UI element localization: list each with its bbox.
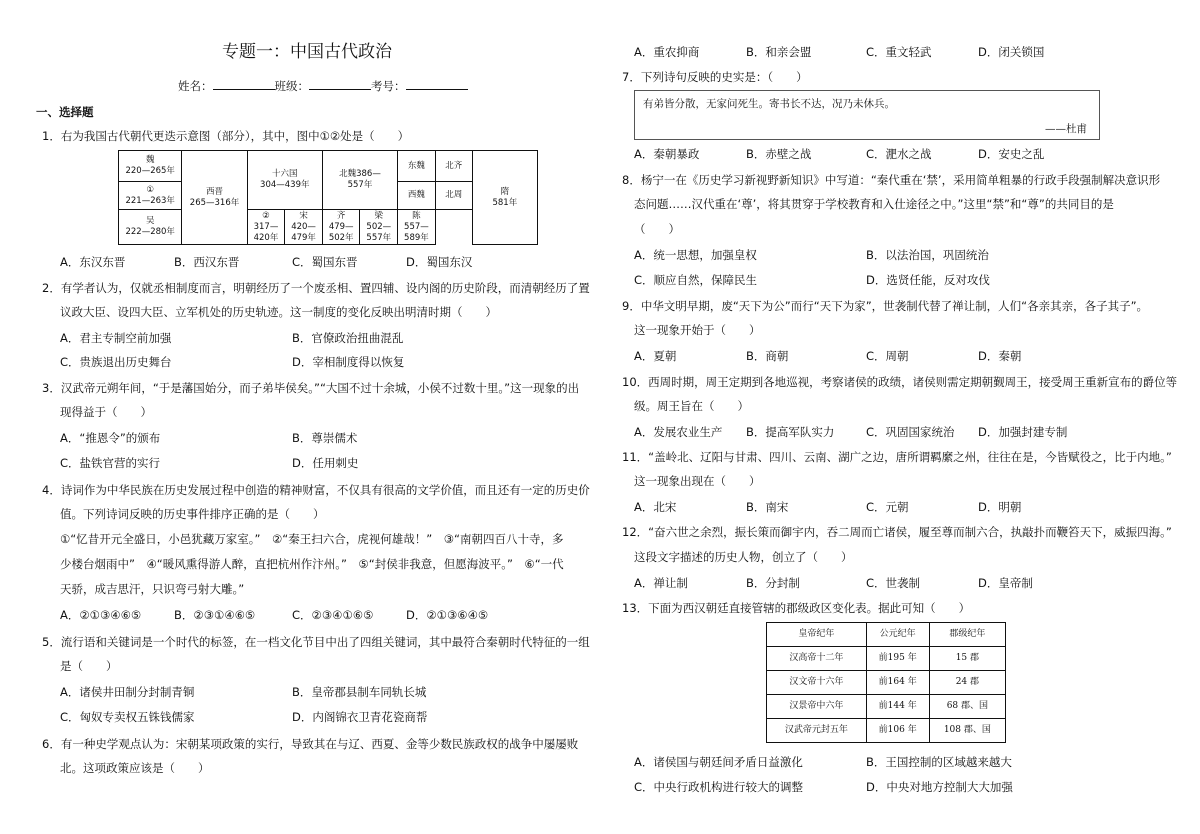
q13-header: 公元纪年 [866, 623, 929, 647]
q5-option-a[interactable]: A．诸侯井田制分封制青铜 [60, 685, 195, 699]
q2-line2: 议政大臣、设四大臣、立军机处的历史轨迹。这一制度的变化反映出明清时期（ ） [60, 305, 497, 319]
q7-option-b[interactable]: B．赤壁之战 [746, 147, 812, 161]
q13-stem: 13．下面为西汉朝廷直接管辖的郡级政区变化表。据此可知（ ） [622, 601, 971, 615]
q9-option-a[interactable]: A．夏朝 [634, 349, 677, 363]
q2-line1: 2．有学者认为，仅就丞相制度而言，明朝经历了一个废丞相、置四辅、设内阁的历史阶段，而清朝经历了置 [42, 281, 590, 295]
q1-option-b[interactable]: B．西汉东晋 [174, 255, 240, 269]
table-row: 汉武帝元封五年 前106 年 108 郡、国 [767, 719, 1006, 743]
q12-option-d[interactable]: D．皇帝制 [978, 576, 1033, 590]
q11-option-c[interactable]: C．元朝 [866, 500, 909, 514]
table-row: 汉高帝十二年 前195 年 15 郡 [767, 647, 1006, 671]
exam-blank[interactable] [406, 79, 468, 90]
q12-option-c[interactable]: C．世袭制 [866, 576, 921, 590]
q7-option-d[interactable]: D．安史之乱 [978, 147, 1045, 161]
q8-option-a[interactable]: A．统一思想，加强皇权 [634, 248, 757, 262]
q9-option-c[interactable]: C．周朝 [866, 349, 909, 363]
q6-line2: 北。这项政策应该是（ ） [60, 761, 210, 775]
q8-line2: 态问题……汉代重在‘尊’，将其贯穿于学校教育和入仕途径之中。”这里“禁”和“尊”的共同目的是 [634, 197, 1114, 211]
q9-option-d[interactable]: D．秦朝 [978, 349, 1022, 363]
q8-option-b[interactable]: B．以法治国，巩固统治 [866, 248, 989, 262]
q1-option-d[interactable]: D．蜀国东汉 [406, 255, 473, 269]
q3-line2: 现得益于（ ） [60, 405, 152, 419]
class-label: 班级： [274, 79, 309, 93]
page-title: 专题一：中国古代政治 [222, 42, 392, 62]
q13-option-c[interactable]: C．中央行政机构进行较大的调整 [634, 780, 804, 794]
q5-line2: 是（ ） [60, 659, 118, 673]
q11-option-a[interactable]: A．北宋 [634, 500, 677, 514]
q9-line1: 9．中华文明早期，废“天下为公”而行“天下为家”，世袭制代替了禅让制，人们“各亲其亲，各子其子”。 [622, 299, 1149, 313]
q8-option-c[interactable]: C．顺应自然，保障民生 [634, 273, 758, 287]
q3-option-b[interactable]: B．尊崇儒术 [292, 431, 358, 445]
q12-line1: 12．“奋六世之余烈，振长策而御宇内，吞二周而亡诸侯，履至尊而制六合，执敲扑而鞭笞天下，威振四海。” [622, 525, 1172, 539]
q4-option-b[interactable]: B．②③①④⑥⑤ [174, 608, 256, 622]
q6-option-b[interactable]: B．和亲会盟 [746, 45, 812, 59]
q11-option-d[interactable]: D．明朝 [978, 500, 1022, 514]
q9-line2: 这一现象开始于（ ） [634, 323, 761, 337]
q8-line1: 8．杨宁一在《历史学习新视野新知识》中写道：“秦代重在‘禁’，采用简单粗暴的行政手段强制解决意识形 [622, 173, 1161, 187]
q12-option-a[interactable]: A．禅让制 [634, 576, 688, 590]
class-blank[interactable] [309, 79, 371, 90]
table-row: 汉文帝十六年 前164 年 24 郡 [767, 671, 1006, 695]
q5-option-b[interactable]: B．皇帝郡县制车同轨长城 [292, 685, 427, 699]
q13-header: 皇帝纪年 [767, 623, 867, 647]
q1-option-c[interactable]: C．蜀国东晋 [292, 255, 358, 269]
q5-option-c[interactable]: C．匈奴专卖权五铢钱儒家 [60, 710, 195, 724]
q9-option-b[interactable]: B．商朝 [746, 349, 789, 363]
q10-option-d[interactable]: D．加强封建专制 [978, 425, 1068, 439]
q2-option-d[interactable]: D．宰相制度得以恢复 [292, 355, 405, 369]
q7-poem: 有弟皆分散，无家问死生。寄书长不达，况乃未休兵。 [643, 98, 895, 110]
q1-dynasty-table: 魏 220—265年 西晋 265—316年 十六国 304—439年 北魏386— 557年 东魏 北齐 隋 581年 ① 221—263年 西魏 北周 吴 222—280年 ② 317— 420年 宋 420— 479年 齐 479— 502年 梁 502— 557年 陈 557— 589年 [118, 150, 538, 245]
q6-line1: 6．有一种史学观点认为：宋朝某项政策的实行，导致其在与辽、西夏、金等少数民族政权的战争中屡屡败 [42, 737, 579, 751]
q4-line2: 值。下列诗词反映的历史事件排序正确的是（ ） [60, 507, 325, 521]
q4-option-d[interactable]: D．②①③⑥④⑤ [406, 608, 489, 622]
q10-option-b[interactable]: B．提高军队实力 [746, 425, 835, 439]
q5-line1: 5．流行语和关键词是一个时代的标签，在一档文化节目中出了四组关键词，其中最符合秦朝时代特征的一组 [42, 635, 590, 649]
q7-option-c[interactable]: C．淝水之战 [866, 147, 932, 161]
q4-line3: ①“忆昔开元全盛日，小邑犹藏万家室。” ②“秦王扫六合，虎视何雄哉！” ③“南朝四百八十寺，多 [60, 532, 564, 546]
q10-option-a[interactable]: A．发展农业生产 [634, 425, 723, 439]
q13-option-b[interactable]: B．王国控制的区域越来越大 [866, 755, 1012, 769]
exam-label: 考号： [371, 79, 406, 93]
q7-author: ——杜甫 [1045, 123, 1087, 135]
q3-option-a[interactable]: A．“推恩令”的颁布 [60, 431, 161, 445]
q12-line2: 这段文字描述的历史人物，创立了（ ） [634, 550, 853, 564]
name-label: 姓名： [178, 79, 213, 93]
q3-option-c[interactable]: C．盐铁官营的实行 [60, 456, 161, 470]
q7-poem-box [634, 90, 1100, 140]
q13-table [766, 622, 1006, 743]
q13-option-a[interactable]: A．诸侯国与朝廷间矛盾日益激化 [634, 755, 803, 769]
q4-line4: 少楼台烟雨中” ④“暖风熏得游人醉，直把杭州作汴州。” ⑤“封侯非我意，但愿海波平。” ⑥“一代 [60, 557, 564, 571]
q11-line1: 11．“盖岭北、辽阳与甘肃、四川、云南、湖广之边，唐所谓羁縻之州，往往在是，今皆赋役之，比于内地。” [622, 450, 1172, 464]
q10-option-c[interactable]: C．巩固国家统治 [866, 425, 955, 439]
section-heading: 一、选择题 [36, 105, 94, 119]
q2-option-b[interactable]: B．官僚政治扭曲混乱 [292, 331, 404, 345]
q6-option-c[interactable]: C．重文轻武 [866, 45, 932, 59]
q13-option-d[interactable]: D．中央对地方控制大大加强 [866, 780, 1013, 794]
q12-option-b[interactable]: B．分封制 [746, 576, 800, 590]
q4-line1: 4．诗词作为中华民族在历史发展过程中创造的精神财富，不仅具有很高的文学价值，而且还有一定的历史价 [42, 483, 590, 497]
q4-option-a[interactable]: A．②①③④⑥⑤ [60, 608, 142, 622]
q4-line5: 天骄，成吉思汗，只识弯弓射大雕。” [60, 582, 245, 596]
q8-option-d[interactable]: D．选贤任能，反对攻伐 [866, 273, 990, 287]
q10-line1: 10．西周时期，周王定期到各地巡视，考察诸侯的政绩，诸侯则需定期朝觐周王，接受周王重新宣布的爵位等 [622, 375, 1178, 389]
q10-line2: 级。周王旨在（ ） [634, 399, 749, 413]
table-row: 汉景帝中六年 前144 年 68 郡、国 [767, 695, 1006, 719]
q1-stem: 1．右为我国古代朝代更迭示意图（部分），其中，图中①②处是（ ） [42, 129, 410, 143]
q13-header: 郡级纪年 [929, 623, 1005, 647]
q11-option-b[interactable]: B．南宋 [746, 500, 789, 514]
q3-line1: 3．汉武帝元朔年间，“于是藩国始分，而子弟毕侯矣。”“大国不过十余城，小侯不过数十里。”这一现象的出 [42, 381, 580, 395]
student-info-line [178, 78, 468, 94]
name-blank[interactable] [213, 79, 275, 90]
q2-option-a[interactable]: A．君主专制空前加强 [60, 331, 172, 345]
q11-line2: 这一现象出现在（ ） [634, 474, 761, 488]
q6-option-a[interactable]: A．重农抑商 [634, 45, 700, 59]
q2-option-c[interactable]: C．贵族退出历史舞台 [60, 355, 172, 369]
q4-option-c[interactable]: C．②③④①⑥⑤ [292, 608, 374, 622]
q6-option-d[interactable]: D．闭关锁国 [978, 45, 1045, 59]
q1-option-a[interactable]: A．东汉东晋 [60, 255, 126, 269]
q7-stem: 7．下列诗句反映的史实是：（ ） [622, 70, 808, 84]
q5-option-d[interactable]: D．内阁锦衣卫青花瓷商帮 [292, 710, 428, 724]
q8-line3: （ ） [634, 222, 680, 236]
q7-option-a[interactable]: A．秦朝暴政 [634, 147, 700, 161]
q3-option-d[interactable]: D．任用刺史 [292, 456, 359, 470]
